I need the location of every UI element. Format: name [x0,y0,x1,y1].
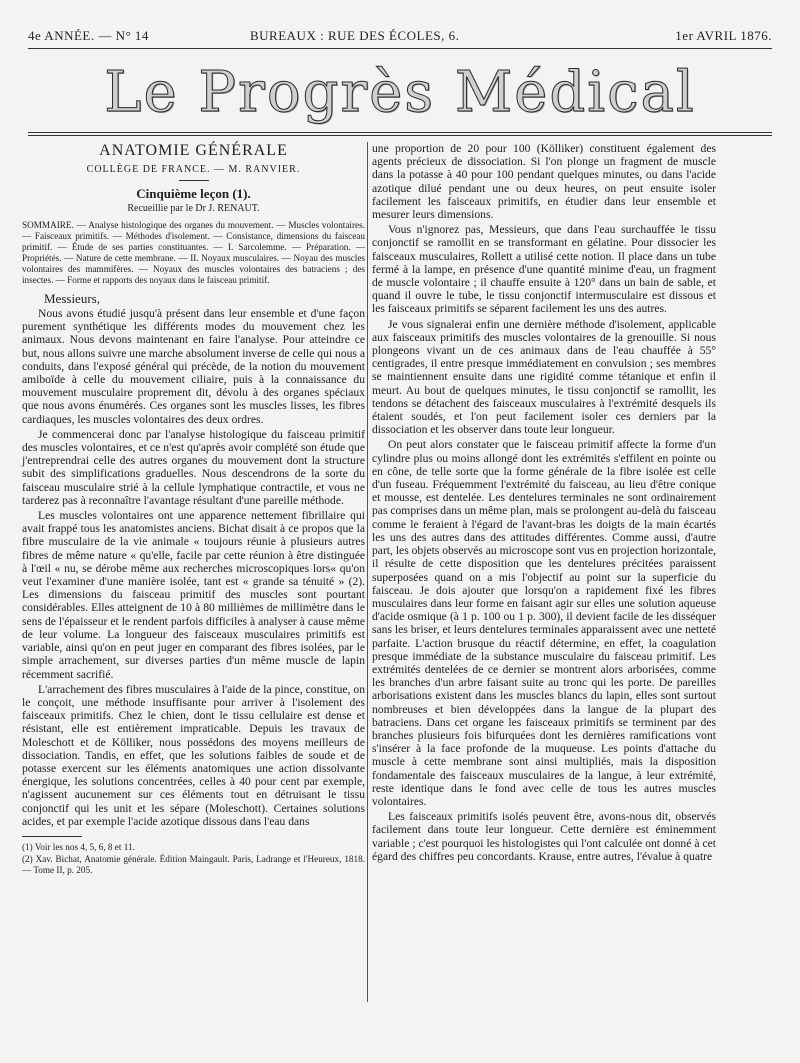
college-line: COLLÈGE DE FRANCE. — M. RANVIER. [86,164,301,176]
masthead-title: Le Progrès Médical [104,60,696,125]
issue-date: 1er AVRIL 1876. [675,28,772,43]
title-rule [179,180,209,181]
salutation: Messieurs, [44,290,100,306]
masthead-rule-top [28,132,772,133]
right-paragraph: Les faisceaux primitifs isolés peuvent être, avons-nous dit, observés facilement dans toute leur longueur. Cette dernière est éminemment variable ; c'est pourquoi les histologistes qui l'ont calculée ont donné à cet égard des chiffres peu concordants. Krause, entre autres, l'évalue à quatre [372,810,716,863]
left-paragraph: Nous avons étudié jusqu'à présent dans leur ensemble et d'une façon purement synthétique les différents modes du mouvement chez les animaux. Nous devons maintenant en faire l'analyse. Pour atteindre ce but, nous allons suivre une marche absolument inverse de celle qui nous a conduits, dans l'exposé général qui précède, de la notion du mouvement amiboïde à celle du mouvement ciliaire, puis à la connaissance du mouvement musculaire proprement dit, dévolu à des organes spéciaux que nous avons énumérés. Ces organes sont les muscles lisses, les fibres cardiaques, les muscles volontaires des deux ordres. [22,307,365,426]
recorded-by: Recueillie par le Dr J. RENAUT. [127,202,260,214]
footnote: (1) Voir les nos 4, 5, 6, 8 et 11. [22,841,135,852]
section-title: ANATOMIE GÉNÉRALE [99,142,288,159]
right-paragraph: Vous n'ignorez pas, Messieurs, que dans l'eau surchauffée le tissu conjonctif se ramollit en se transformant en gélatine. Pour dissocier les faisceaux musculaires, Rollett a utilisé cette notion. Il place dans un tube fermé à la lampe, en présence d'une quantité minime d'eau, un fragment de muscle volontaire ; il chauffe ensuite à 120° dans un bain de sable, et quand il ouvre le tube, le tissu conjonctif intermusculaire est dissous et les faisceaux primitifs se séparent facilement les uns des autres. [372,223,716,316]
column-divider [367,142,368,1002]
right-paragraph: une proportion de 20 pour 100 (Kölliker) constituent également des agents précieux de dissociation. Si l'on plonge un fragment de muscle dans la potasse à 40 pour 100 pendant quelques minutes, ou dans l'acide azotique dilué pendant une ou deux heures, on peut ensuite isoler facilement les faisceaux primitifs, en étudier dans leur ensemble et mesurer leurs dimensions. [372,142,716,222]
left-paragraph: L'arrachement des fibres musculaires à l'aide de la pince, constitue, on le conçoit, une méthode insuffisante pour arriver à l'isolement des faisceaux primitifs. Chez le chien, dont le tissu cellulaire est dense et résistant, elle est entièrement impraticable. Depuis les travaux de Moleschott et de Kölliker, nous possédons des moyens meilleurs de dissociation. Tandis, en effet, que les solutions faibles de soude et de potasse exercent sur les éléments anatomiques une action dissolvante énergique, les solutions concentrées, celles à 40 pour cent par exemple, n'agissent aucunement sur ces éléments tout en détruisant le tissu conjonctif qui les unit et les sépare (Moleschott). Certaines solutions acides, et par exemple l'acide azotique dissous dans l'eau dans [22,682,365,828]
masthead [28,58,772,128]
right-column [372,142,716,865]
left-paragraph: Les muscles volontaires ont une apparence nettement fibrillaire qui avait frappé tous les anatomistes anciens. Bichat disait à ce propos que la fibre musculaire de la vie animale « toujours réunie à plusieurs autres fibres de même nature « qu'elle, facile par cette réunion à être distinguée à l'œil « nu, se dérobe même aux recherches microscopiques lors« qu'on veut l'examiner d'une manière isolée, tant est « grande sa ténuité » (2). Les dimensions du faisceau primitif des muscles sont pourtant considérables. Elles atteignent de 10 à 80 millièmes de millimètre dans le sens de l'épaisseur et le rendent parfois difficiles à analyser à cause même de leur volume. La longueur des faisceaux musculaires primitifs est variable, ainsi qu'on en peut juger en comparant des fibres isolées, par le simple arrachement, sur diverses parties d'un même muscle de lapin récemment sacrifié. [22,509,365,681]
footnote-rule [22,836,82,837]
summary: SOMMAIRE. — Analyse histologique des organes du mouvement. — Muscles volontaires. — Faisceaux primitifs. — Méthodes d'isolement. — Consistance, dimensions du faisceau primitif. — Étude de ses parties constituantes. — I. Sarcolemme. — Préparation. — Propriétés. — Nature de cette membrane. — II. Noyaux musculaires. — Noyau des muscles volontaires des mammifères. — Noyaux des muscles volontaires des batraciens ; des insectes. — Forme et rapports des noyaux dans le faisceau primitif. [22,219,365,285]
right-paragraph: Je vous signalerai enfin une dernière méthode d'isolement, applicable aux faisceaux primitifs des muscles volontaires de la grenouille. Si nous plongeons vivant un de ces animaux dans de l'eau chauffée à 55° centigrades, il entre presque immédiatement en convulsion ; ses membres se maintiennent ensuite dans une rigidité comme tétanique et enfin il meurt. Au bout de quelques minutes, le tissu conjonctif se ramollit, les tendons se détachent des faisceaux musculaires à l'extrémité desquels ils étaient soudés, et l'on peut facilement isoler ces derniers par la dissociation et les observer dans toute leur longueur. [372,317,716,437]
header-rule [28,48,772,49]
left-column [22,142,365,877]
masthead-rule-bottom [28,135,772,136]
issue-number: 4e ANNÉE. — N° 14 [28,28,149,43]
office-address: BUREAUX : RUE DES ÉCOLES, 6. [250,28,460,43]
footnote: (2) Xav. Bichat, Anatomie générale. Édition Maingault. Paris, Ladrange et l'Heureux, 1818. — Tome II, p. 205. [22,853,365,875]
left-paragraph: Je commencerai donc par l'analyse histologique du faisceau primitif des muscles volontaires, et ce n'est qu'après avoir complété son étude que j'entreprendrai celle des autres organes du mouvement dont la structure subit des simplifications graduelles. Nous descendrons de la sorte du faisceau musculaire strié à la cellule lymphatique contractile, et vous ne tarderez pas à reconnaître l'avantage résultant d'une pareille méthode. [22,427,365,507]
right-paragraph: On peut alors constater que le faisceau primitif affecte la forme d'un cylindre plus ou moins allongé dont les extrémités s'effilent en pointe ou en cône, de telle sorte que la forme générale de la fibre isolée est celle d'un fuseau. Fréquemment l'extrémité du faisceau, au lieu d'être conique et mousse, est dentelée. Les dentelures terminales ne sont ordinairement pas comprises dans un même plan, mais se prolongent au-delà du faisceau comme le feraient à l'égard de l'avant-bras les doigts de la main écartés les uns des autres dans des attitudes différentes. Comme aussi, d'autre part, les objets observés au microscope sont vus en projection horizontale, il résulte de cette disposition que les dentelures précitées paraissent superposées quand on a mis l'objectif au point sur la superficie du faisceau. Je dois ajouter que lorsqu'on a rapidement fixé les fibres musculaires dans leur forme en faisant agir sur elles une solution aqueuse d'acide osmique (à 1 p. 100 ou 1 p. 300), il devient facile de les disséquer sans les briser, et leurs dentelures terminales apparaissent avec une netteté parfaite. L'action brusque du réactif détermine, en effet, la coagulation presque immédiate de la substance musculaire du faisceau primitif. Les extrémités dentelées de ce dernier se montrent alors arborisées, comme les branches d'un arbre faisant suite au tronc qui les porte. De pareilles arborisations existent dans les muscles blancs du lapin, elles sont surtout nombreuses et bien développées dans la langue de la plupart des batraciens. Dans cet organe les faisceaux primitifs se terminent par des branches plusieurs fois bifurquées dont les dernières ramifications vont s'insérer à la face profonde de la muqueuse. Les points d'attache du muscle à cette membrane sont ainsi multipliés, mais la disposition fondamentale des faisceaux musculaires de la langue, à leur extrémité, reste identique dans le fond avec celle de tous les autres muscles volontaires. [372,438,716,808]
lecture-title: Cinquième leçon (1). [136,186,251,202]
issue-header [28,28,772,48]
